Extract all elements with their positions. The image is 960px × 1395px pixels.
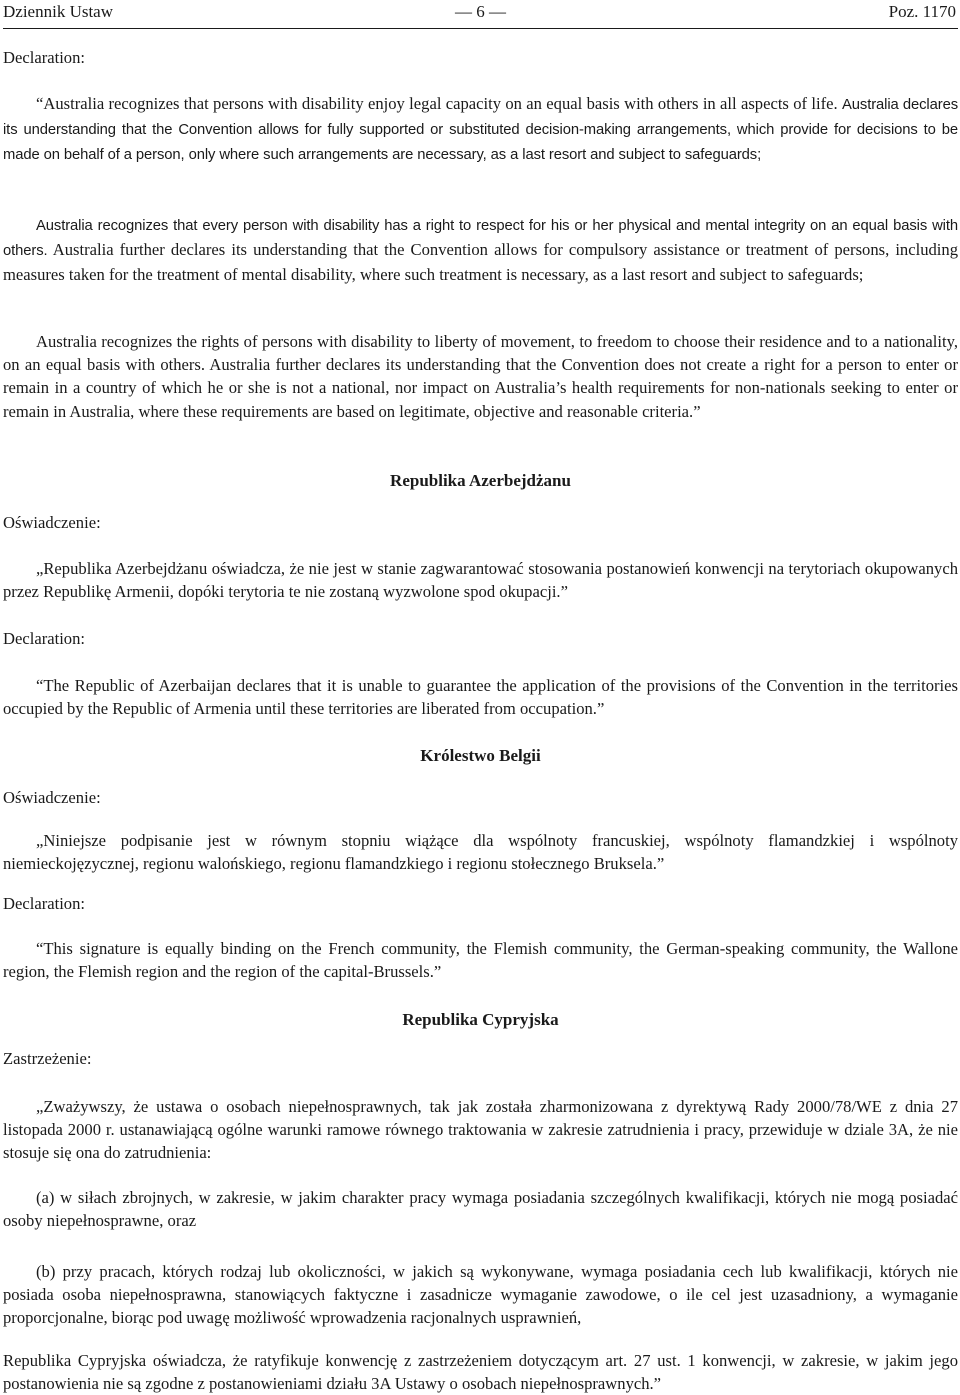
page-header [3,0,958,29]
australia-paragraph-1-sans: Australia declares its understanding that the Convention allows for fully supported or substituted decision-making arrangements, which provide for decisions to be made on behalf of a person, only where such arrangements are necessary, as a last resort and subject to safeguards; [3,97,958,164]
belgium-statement-text: „Niniejsze podpisanie jest w równym stopniu wiążące dla wspólnoty francuskiej, wspólnoty flamandzkiej i wspólnoty niemieckojęzycznej, regionu walońskiego, regionu flamandzkiego i regionu stołecznego Bruksela.” [3,831,958,874]
australia-paragraph-1-serif: “Australia recognizes that persons with disability enjoy legal capacity on an equal basis with others in all aspects of life. [36,94,838,113]
australia-paragraph-2 [3,213,958,287]
azerbaijan-declaration-label: Declaration: [3,629,86,648]
cyprus-item-a: (a) w siłach zbrojnych, w zakresie, w jakim charakter pracy wymaga posiadania szczególnych kwalifikacji, których nie mogą posiadać osoby niepełnosprawne, oraz [3,1188,958,1231]
belgium-statement-label: Oświadczenie: [3,788,101,807]
cyprus-closing: Republika Cypryjska oświadcza, że ratyfikuje konwencję z zastrzeżeniem dotyczącym art. 27 ust. 1 konwencji, w zakresie, w jakim jego postanowienia nie są zgodne z postanowieniami działu 3A Ustawy o osobach niepełnosprawnych.” [3,1351,958,1394]
cyprus-paragraph-1: „Zważywszy, że ustawa o osobach niepełnosprawnych, tak jak została zharmonizowana z dyrektywą Rady 2000/78/WE z dnia 27 listopada 2000 r. ustanawiającą ogólne warunki ramowe równego traktowania w zakresie zatrudnienia i pracy, przewiduje w dziale 3A, że nie stosuje się ona do zatrudnienia: [3,1097,958,1163]
azerbaijan-statement-label: Oświadczenie: [3,513,101,532]
azerbaijan-declaration-text: “The Republic of Azerbaijan declares that it is unable to guarantee the application of the provisions of the Convention in the territories occupied by the Republic of Armenia until these territories are liberated from occupation.” [3,676,958,719]
australia-paragraph-1 [3,92,958,168]
australia-paragraph-2-serif: Australia further declares its understanding that the Convention allows for compulsory assistance or treatment of persons, including measures taken for the treatment of mental disability, where such treatment is necessary, as a last resort and subject to safeguards; [3,240,959,285]
cyprus-reservation-label: Zastrzeżenie: [3,1049,92,1068]
belgium-declaration-label: Declaration: [3,894,86,913]
australia-paragraph-3: Australia recognizes the rights of persons with disability to liberty of movement, to freedom to choose their residence and to a nationality, on an equal basis with others. Australia further declares its understanding that the Convention does not create a right for a person to enter or remain in a country of which he or she is not a national, nor impact on Australia’s health requirements for non-nationals seeking to enter or remain in Australia, where these requirements are based on legitimate, objective and reasonable criteria.” [3,332,958,421]
azerbaijan-statement-text: „Republika Azerbejdżanu oświadcza, że nie jest w stanie zagwarantować stosowania postanowień konwencji na terytoriach okupowanych przez Republikę Armenii, dopóki terytoria te nie zostaną wyzwolone spod okupacji.” [3,559,958,602]
australia-paragraph-2-sans: Australia recognizes that every person with disability has a right to respect for his or her physical and mental integrity on an equal basis with others. [3,218,958,260]
page-number: — 6 — [455,2,506,21]
belgium-heading: Królestwo Belgii [420,746,541,765]
journal-name: Dziennik Ustaw [3,2,114,21]
belgium-declaration-text: “This signature is equally binding on the French community, the Flemish community, the German-speaking community, the Wallone region, the Flemish region and the region of the capital-Brussels.” [3,939,958,982]
position-number: Poz. 1170 [888,2,956,21]
cyprus-heading: Republika Cypryjska [402,1010,559,1029]
cyprus-item-b: (b) przy pracach, których rodzaj lub okoliczności, w jakich są wykonywane, wymaga posiadania cech lub kwalifikacji, których nie posiada osoba niepełnosprawna, stanowiących faktyczne i zasadnicze wymaganie zawodowe, o ile cel jest uzasadniony, a wymaganie proporcjonalne, biorąc pod uwagę możliwość wprowadzenia racjonalnych usprawnień, [3,1262,958,1328]
australia-declaration-label: Declaration: [3,48,86,67]
azerbaijan-heading: Republika Azerbejdżanu [390,471,571,490]
